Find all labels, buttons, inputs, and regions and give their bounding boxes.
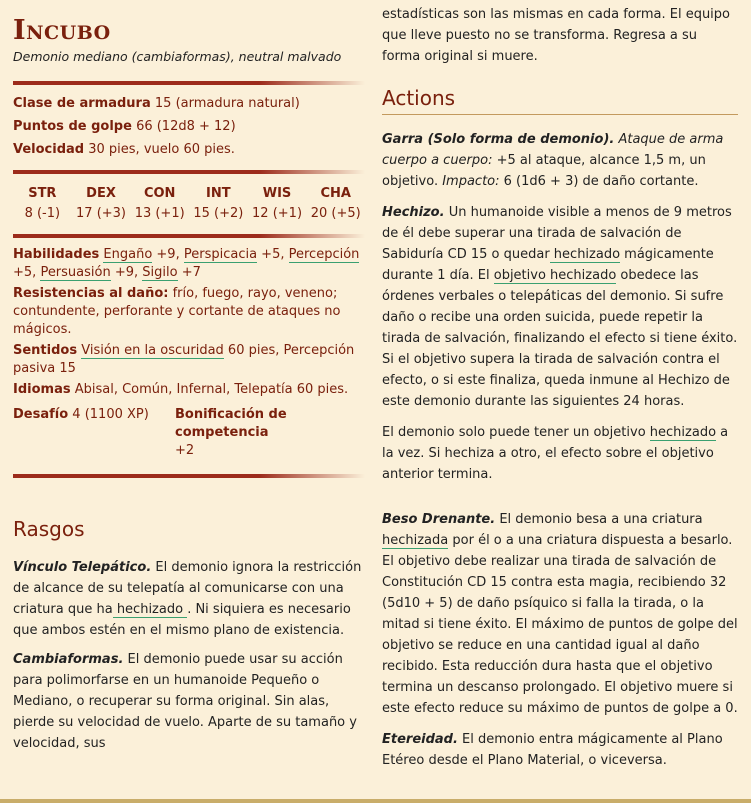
divider [13,170,365,174]
action-name: Beso Drenante. [382,512,496,527]
ability-score: 17 (+3) [76,206,126,221]
senses-value: 60 pies, Percepción pasiva 15 [13,343,355,376]
action-name: Etereidad. [382,732,458,747]
monster-name: Incubo [13,15,111,46]
ability-name: CON [143,186,176,201]
hit-points-label: Puntos de golpe [13,119,132,134]
hit-label: Impacto: [438,174,500,189]
ability-score: 8 (-1) [24,206,61,221]
skill-link-insight[interactable]: Perspicacia [183,247,258,262]
challenge [13,406,175,460]
armor-class-value: 15 (armadura natural) [154,96,300,111]
action-text: 6 (1d6 + 3) de daño cortante. [499,174,699,189]
challenge-value: 4 (1100 XP) [68,407,149,422]
trait-text: El demonio puede usar su acción para polimorfarse en un humanoide Pequeño o Mediano, o recuperar su forma original. Sin alas, pierde su velocidad de vuelo. Aparte de su tamaño y velocidad, sus [13,652,357,751]
speed-value: 30 pies, vuelo 60 pies. [88,142,235,157]
skill-value: +9, [110,265,143,280]
ability-scores [13,178,365,224]
armor-class-label: Clase de armadura [13,96,151,111]
action-draining-kiss [382,509,738,719]
ability-str [13,184,72,224]
hit-points-value: 66 (12d8 + 12) [136,119,236,134]
speed-label: Velocidad [13,142,85,157]
ability-score: 15 (+2) [193,206,244,221]
languages-label: Idiomas [13,382,71,397]
trait-text: . Ni siquiera es necesario que ambos estén en el mismo plano de existencia. [13,602,351,638]
skill-value: +5, [257,247,289,262]
challenge-row [13,406,365,460]
action-etherealness [382,729,738,771]
action-charm [382,202,738,412]
trait-telepathic-bond [13,557,365,641]
proficiency-value: +2 [175,443,195,458]
action-text: a la vez. Si hechiza a otro, el efecto sobre el objetivo anterior termina. [382,425,729,482]
challenge-label: Desafío [13,407,69,422]
senses [13,342,365,378]
right-column [382,7,738,779]
monster-subtitle: Demonio mediano (cambiaformas), neutral malvado [13,49,342,64]
ability-name: INT [206,186,231,201]
damage-resistances [13,285,365,339]
actions-heading: Actions [382,85,738,115]
divider [13,81,365,85]
action-text: obedece las órdenes verbales o telepáticas del demonio. Si sufre daño o recibe una orden suicida, puede repetir la tirada de salvación, finalizando el efecto si tiene éxito. Si el objetivo supera la tirada de salvación contra el efecto, o si este finaliza, queda inmune al Hechizo de este demonio durante las siguientes 24 horas. [382,268,738,409]
action-text: El demonio solo puede tener un objetivo [382,425,650,440]
trait-shapechanger [13,649,365,754]
trait-name: Vínculo Telepático. [13,560,152,575]
senses-label: Sentidos [13,343,78,358]
attack-type: Ataque de arma cuerpo a cuerpo: [382,132,724,168]
action-claw [382,129,738,192]
skill-link-perception[interactable]: Percepción [288,247,360,262]
charmed-link[interactable]: hechizado [112,602,188,617]
ability-score: 13 (+1) [134,206,185,221]
properties [13,246,365,460]
ability-score: 20 (+5) [310,206,361,221]
left-column [13,14,365,762]
trait-text: El demonio ignora la restricción de alcance de su telepatía al comunicarse con una criatura que ha [13,560,362,617]
ability-con [130,184,189,224]
ability-name: CHA [320,186,351,201]
action-charm-note [382,422,738,485]
hit-points [13,117,365,136]
action-text: por él o a una criatura dispuesta a besarlo. El objetivo debe realizar una tirada de salvación de Constitución CD 15 contra esta magia, recibiendo 32 (5d10 + 5) de daño psíquico si falla la tirada, o la mitad si tiene éxito. El máximo de puntos de golpe del objetivo se reduce en una cantidad igual al daño recibido. Esta reducción dura hasta que el objetivo termina un descanso prolongado. El objetivo muere si este efecto reduce su máximo de puntos de golpe a 0. [382,533,738,716]
ability-wis [248,184,307,224]
action-text: +5 al ataque, alcance 1,5 m, un objetivo. [382,153,706,189]
skill-link-stealth[interactable]: Sigilo [142,265,178,280]
trait-shapechanger-continued: estadísticas son las mismas en cada forma. El equipo que lleve puesto no se transforma. Regresa a su forma original si muere. [382,7,731,64]
armor-class [13,94,365,113]
divider [13,474,365,478]
ability-int [189,184,248,224]
proficiency-bonus [175,406,365,460]
languages [13,381,365,399]
action-name: Garra (Solo forma de demonio). [382,132,615,147]
action-text: Un humanoide visible a menos de 9 metros de él debe superar una tirada de salvación de Sabiduría CD 15 o quedar [382,205,732,262]
skill-value: +5, [13,265,41,280]
resistances-label: Resistencias al daño: [13,286,169,301]
ability-cha [306,184,365,224]
skill-link-persuasion[interactable]: Persuasión [40,265,111,280]
ability-name: WIS [262,186,292,201]
speed [13,140,365,159]
trait-name: Cambiaformas. [13,652,124,667]
charmed-link[interactable]: hechizado [649,425,717,440]
languages-value: Abisal, Común, Infernal, Telepatía 60 pies. [70,382,349,397]
skill-link-deception[interactable]: Engaño [103,247,153,262]
skills-label: Habilidades [13,247,100,262]
skill-value: +7 [177,265,201,280]
resistances-value: frío, fuego, rayo, veneno; contundente, perforante y cortante de ataques no mágicos. [13,286,341,337]
action-text: El demonio entra mágicamente al Plano Etéreo desde el Plano Material, o viceversa. [382,732,723,768]
ability-score: 12 (+1) [252,206,303,221]
charmed-link[interactable]: hechizada [382,533,449,548]
ability-dex [72,184,131,224]
traits-heading: Rasgos [13,517,85,541]
action-name: Hechizo. [382,205,445,220]
action-text: mágicamente durante 1 día. El [382,247,714,283]
darkvision-link[interactable]: Visión en la oscuridad [81,343,224,358]
charmed-target-link[interactable]: objetivo hechizado [493,268,617,283]
skill-value: +9, [152,247,184,262]
skills [13,246,365,282]
action-text: El demonio besa a una criatura [495,512,703,527]
divider [13,234,365,238]
charmed-link[interactable]: hechizado [549,247,621,262]
proficiency-label: Bonificación de competencia [175,407,287,440]
ability-name: DEX [86,186,116,201]
ability-name: STR [28,186,57,201]
